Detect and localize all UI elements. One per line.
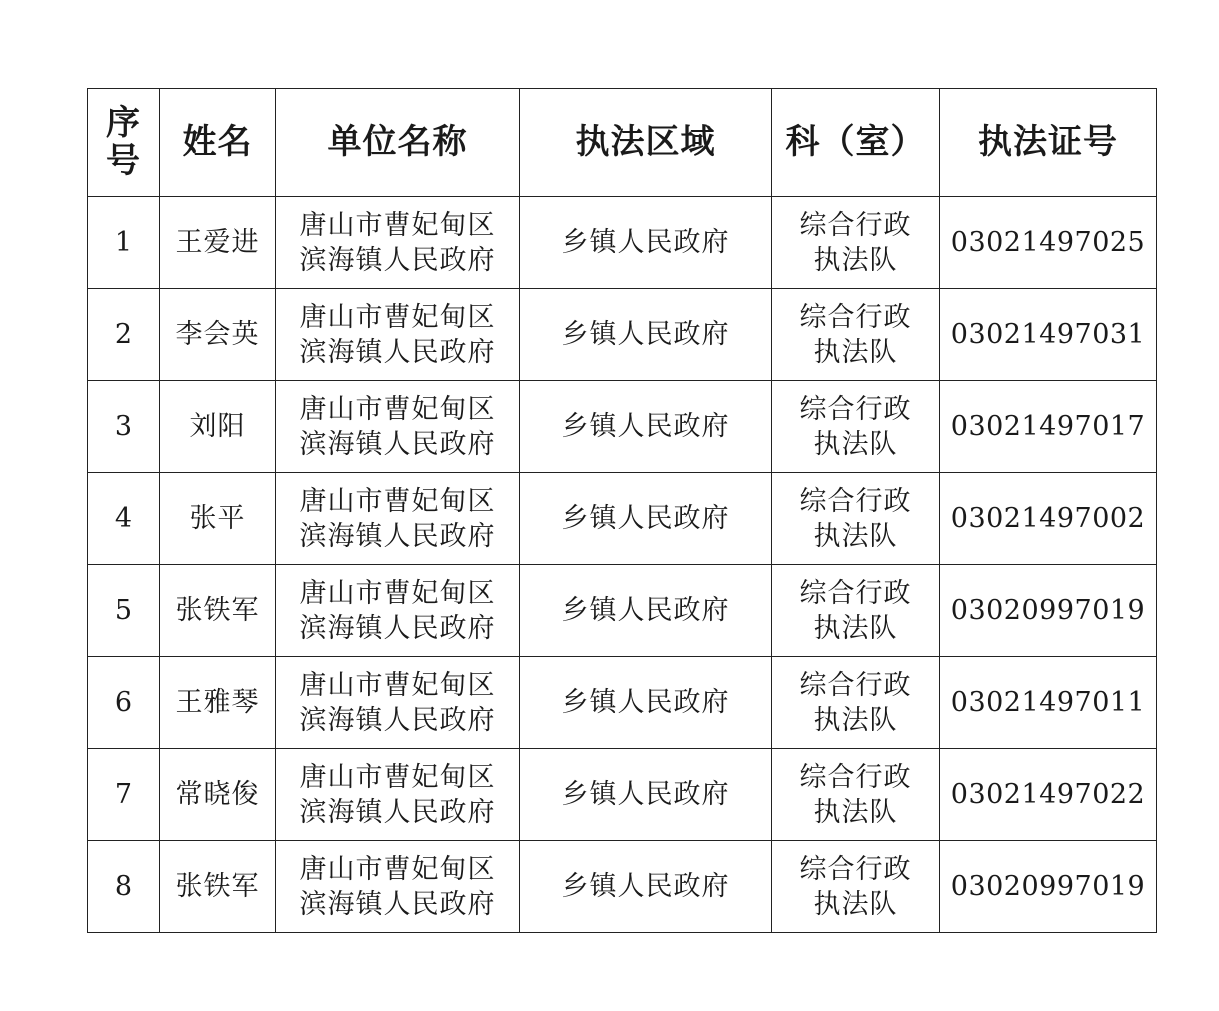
cell-name: 王雅琴 [160,657,276,749]
table-row [88,289,1157,381]
table-row [88,381,1157,473]
cell-name: 刘阳 [160,381,276,473]
enforcement-personnel-table [87,88,1157,933]
table-row [88,197,1157,289]
cell-seq: 7 [88,749,160,841]
cell-seq: 2 [88,289,160,381]
table-row [88,749,1157,841]
table-row [88,657,1157,749]
cell-region: 乡镇人民政府 [520,381,772,473]
cell-seq: 8 [88,841,160,933]
table-row [88,473,1157,565]
cell-region: 乡镇人民政府 [520,473,772,565]
cell-cert: 03021497017 [940,381,1157,473]
cell-region: 乡镇人民政府 [520,841,772,933]
cell-unit: 唐山市曹妃甸区 滨海镇人民政府 [276,473,520,565]
cell-unit: 唐山市曹妃甸区 滨海镇人民政府 [276,197,520,289]
cell-unit: 唐山市曹妃甸区 滨海镇人民政府 [276,749,520,841]
cell-name: 张平 [160,473,276,565]
cell-seq: 5 [88,565,160,657]
cell-unit: 唐山市曹妃甸区 滨海镇人民政府 [276,381,520,473]
cell-region: 乡镇人民政府 [520,565,772,657]
header-unit: 单位名称 [276,89,520,197]
cell-dept: 综合行政 执法队 [772,381,940,473]
cell-unit: 唐山市曹妃甸区 滨海镇人民政府 [276,657,520,749]
table-header-row [88,89,1157,197]
cell-dept: 综合行政 执法队 [772,473,940,565]
cell-seq: 3 [88,381,160,473]
cell-seq: 4 [88,473,160,565]
cell-cert: 03020997019 [940,565,1157,657]
cell-dept: 综合行政 执法队 [772,197,940,289]
cell-region: 乡镇人民政府 [520,289,772,381]
cell-cert: 03021497011 [940,657,1157,749]
cell-region: 乡镇人民政府 [520,749,772,841]
cell-cert: 03020997019 [940,841,1157,933]
cell-cert: 03021497022 [940,749,1157,841]
cell-name: 张铁军 [160,565,276,657]
table-row [88,565,1157,657]
cell-name: 常晓俊 [160,749,276,841]
cell-name: 张铁军 [160,841,276,933]
cell-seq: 6 [88,657,160,749]
cell-seq: 1 [88,197,160,289]
cell-cert: 03021497031 [940,289,1157,381]
cell-dept: 综合行政 执法队 [772,841,940,933]
header-cert: 执法证号 [940,89,1157,197]
header-seq: 序 号 [88,89,160,197]
cell-dept: 综合行政 执法队 [772,565,940,657]
cell-region: 乡镇人民政府 [520,657,772,749]
header-region: 执法区域 [520,89,772,197]
table-row [88,841,1157,933]
cell-name: 李会英 [160,289,276,381]
header-dept: 科（室） [772,89,940,197]
cell-dept: 综合行政 执法队 [772,749,940,841]
cell-region: 乡镇人民政府 [520,197,772,289]
cell-dept: 综合行政 执法队 [772,289,940,381]
cell-unit: 唐山市曹妃甸区 滨海镇人民政府 [276,565,520,657]
cell-dept: 综合行政 执法队 [772,657,940,749]
cell-name: 王爱进 [160,197,276,289]
cell-unit: 唐山市曹妃甸区 滨海镇人民政府 [276,841,520,933]
header-name: 姓名 [160,89,276,197]
cell-cert: 03021497002 [940,473,1157,565]
cell-unit: 唐山市曹妃甸区 滨海镇人民政府 [276,289,520,381]
cell-cert: 03021497025 [940,197,1157,289]
